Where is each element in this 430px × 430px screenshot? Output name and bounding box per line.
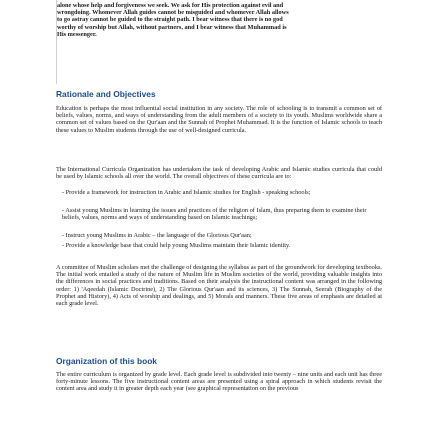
section-heading-rationale: Rationale and Objectives — [56, 89, 156, 99]
bullet-item: - Instruct young Muslims in Arabic – the language of the Glorious Qur'aan; — [62, 232, 252, 239]
intro-line: His messenger. — [57, 30, 97, 38]
section-heading-organization: Organization of this book — [56, 356, 157, 366]
bullet-text: Instruct young Muslims in Arabic – the language of the Glorious Qur'aan; — [65, 232, 252, 239]
intro-line: worthy of worship but Allah, without partners, and I bear witness that Muhammad is — [57, 23, 287, 31]
paragraph: The International Curricula Organization has undertaken the task of developing Arabic and Islamic studies curricula that could be used by Islamic schools all over the world. The overall objectives of these curricula are to: — [56, 166, 382, 181]
bullet-item: - Assist young Muslims in learning the issues and practices of the religion of Islam, thus preparing them to examine their beliefs, values, norms and ways of understanding based on Islamic teachings; — [62, 207, 367, 222]
bullet-item: - Provide a knowledge base that could help young Muslims maintain their Islamic identity. — [62, 242, 291, 249]
intro-line: to go astray cannot be guided to the straight path. I bear witness that there is no god — [57, 16, 283, 24]
bullet-text: Provide a framework for instruction in Arabic and Islamic studies for English - speaking schools; — [65, 189, 311, 196]
intro-line: alone whose help and forgiveness we seek. We ask for His protection against evil and — [57, 2, 284, 9]
paragraph: A committee of Muslim scholars met the challenge of designing the syllabus as part of the groundwork for developing textbooks. The initial work entailed a study of the nature of Muslim life in Muslim societies of the world, providing valuable insights into the differences in social practices and traditions. Based on their analysis the instructional content was arranged in the following order: 1) 'Aqeedah (Islamic Doctrine), 2) The Glorious Qur'aan and its sciences, 3) The Sunnah, Seerah (Biography of the Prophet and History), 4) Acts of worship and dealings, and 5) Morals and manners. These five areas of emphasis are detailed at each grade level. — [56, 264, 382, 308]
bullet-text: Provide a knowledge base that could help young Muslims maintain their Islamic identity. — [65, 242, 291, 249]
intro-block — [56, 0, 382, 84]
intro-line: wrongdoing. Whomever Allah guides cannot be misguided and whomever Allah allows — [57, 9, 289, 17]
bullet-text: Assist young Muslims in learning the issues and practices of the religion of Islam, thus preparing them to examine their beliefs, values, norms and ways of understanding based on Islamic teachings; — [62, 207, 367, 222]
paragraph: The entire curriculum is organized by grade level. Each grade level is subdivided into twenty – nine units and each unit has three forty-minute lessons. The five instructional content areas are presented using a spiral approach in which students revisit the content area and study it in greater depth each year (see graphical representation on the previous — [56, 371, 382, 393]
paragraph: Education is perhaps the most influential social institution in any society. The role of schooling is to transmit a common set of beliefs, values, norms, and ways of understanding from the adult members of a society to its youth. Muslims worldwide share a common set of values based on the Qur'aan and the Sunnah of Prophet Muhammad. It is the function of Islamic schools to teach these values to Muslim students through the use of well-designed curricula. — [56, 105, 382, 134]
bullet-item: - Provide a framework for instruction in Arabic and Islamic studies for English - speaking schools; — [62, 189, 311, 196]
